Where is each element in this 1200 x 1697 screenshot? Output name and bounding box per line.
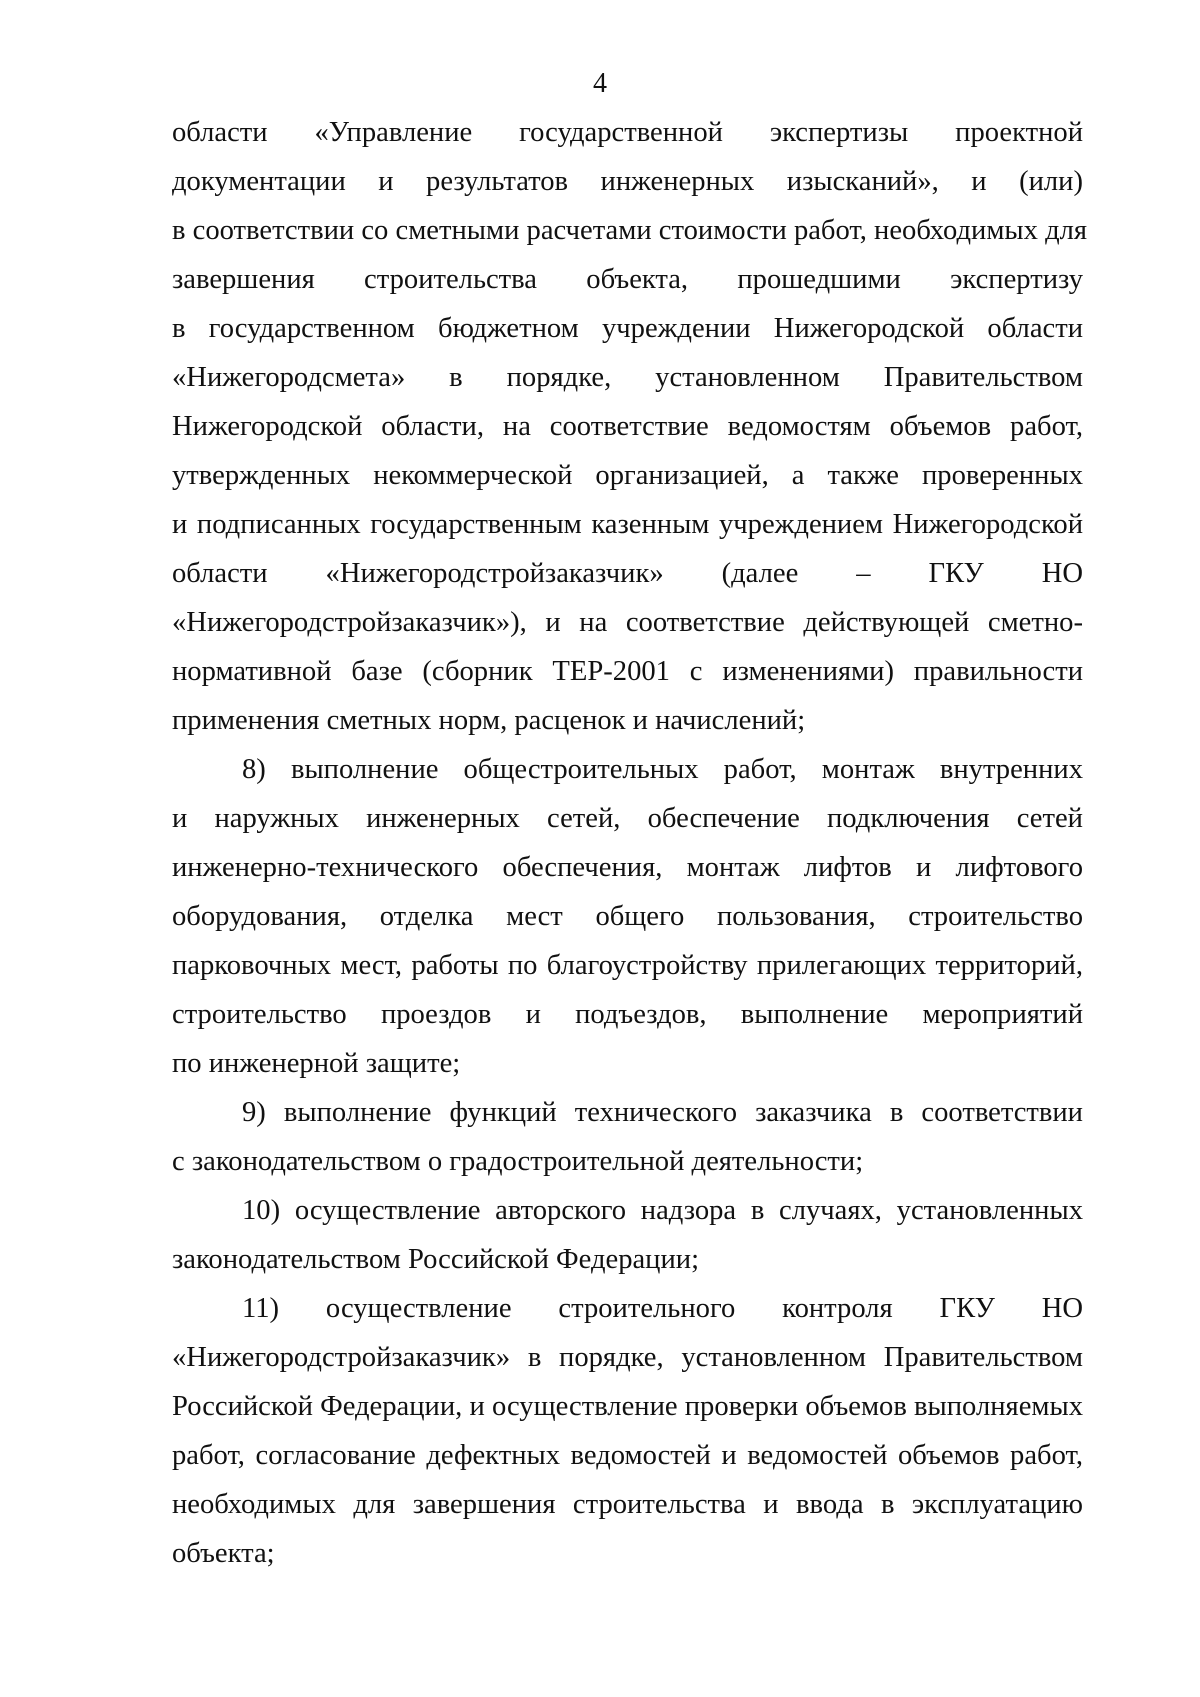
text-line: завершения строительства объекта, прошедшими экспертизу (172, 264, 1083, 295)
text-line: в соответствии со сметными расчетами стоимости работ, необходимых для (172, 215, 1088, 246)
text-line: 10) осуществление авторского надзора в случаях, установленных (242, 1195, 1083, 1226)
paragraph-item-10 (172, 1186, 1083, 1284)
text-line: документации и результатов инженерных изысканий», и (или) (172, 166, 1083, 197)
text-line: строительство проездов и подъездов, выполнение мероприятий (172, 999, 1083, 1030)
text-line: «Нижегородстройзаказчик» в порядке, установленном Правительством (172, 1342, 1083, 1373)
paragraph-7-continuation (172, 108, 1088, 745)
text-line: и подписанных государственным казенным учреждением Нижегородской (172, 509, 1083, 540)
text-line: работ, согласование дефектных ведомостей и ведомостей объемов работ, (172, 1440, 1083, 1471)
text-line: утвержденных некоммерческой организацией, а также проверенных (172, 460, 1083, 491)
text-line: законодательством Российской Федерации; (172, 1244, 700, 1275)
text-line: и наружных инженерных сетей, обеспечение подключения сетей (172, 803, 1083, 834)
text-line: Нижегородской области, на соответствие ведомостям объемов работ, (172, 411, 1083, 442)
paragraph-item-9 (172, 1088, 1083, 1186)
text-line: инженерно-технического обеспечения, монтаж лифтов и лифтового (172, 852, 1083, 883)
page-number: 4 (593, 68, 607, 99)
text-line: 8) выполнение общестроительных работ, монтаж внутренних (242, 754, 1083, 785)
text-line: парковочных мест, работы по благоустройству прилегающих территорий, (172, 950, 1083, 981)
text-line: с законодательством о градостроительной деятельности; (172, 1146, 864, 1177)
text-line: необходимых для завершения строительства и ввода в эксплуатацию (172, 1489, 1083, 1520)
text-line: области «Нижегородстройзаказчик» (далее – ГКУ НО (172, 558, 1083, 589)
text-line: «Нижегородсмета» в порядке, установленном Правительством (172, 362, 1083, 393)
text-line: оборудования, отделка мест общего пользования, строительство (172, 901, 1083, 932)
paragraph-item-11 (172, 1284, 1083, 1578)
paragraph-item-8 (172, 745, 1083, 1088)
text-line: нормативной базе (сборник ТЕР-2001 с изменениями) правильности (172, 656, 1083, 687)
document-body (172, 108, 1088, 1578)
text-line: объекта; (172, 1538, 275, 1569)
text-line: «Нижегородстройзаказчик»), и на соответствие действующей сметно- (172, 607, 1083, 638)
text-line: в государственном бюджетном учреждении Нижегородской области (172, 313, 1083, 344)
text-line: применения сметных норм, расценок и начислений; (172, 705, 806, 736)
text-line: области «Управление государственной экспертизы проектной (172, 117, 1083, 148)
text-line: 9) выполнение функций технического заказчика в соответствии (242, 1097, 1083, 1128)
text-line: по инженерной защите; (172, 1048, 461, 1079)
text-line: Российской Федерации, и осуществление проверки объемов выполняемых (172, 1391, 1083, 1422)
text-line: 11) осуществление строительного контроля ГКУ НО (242, 1293, 1083, 1324)
